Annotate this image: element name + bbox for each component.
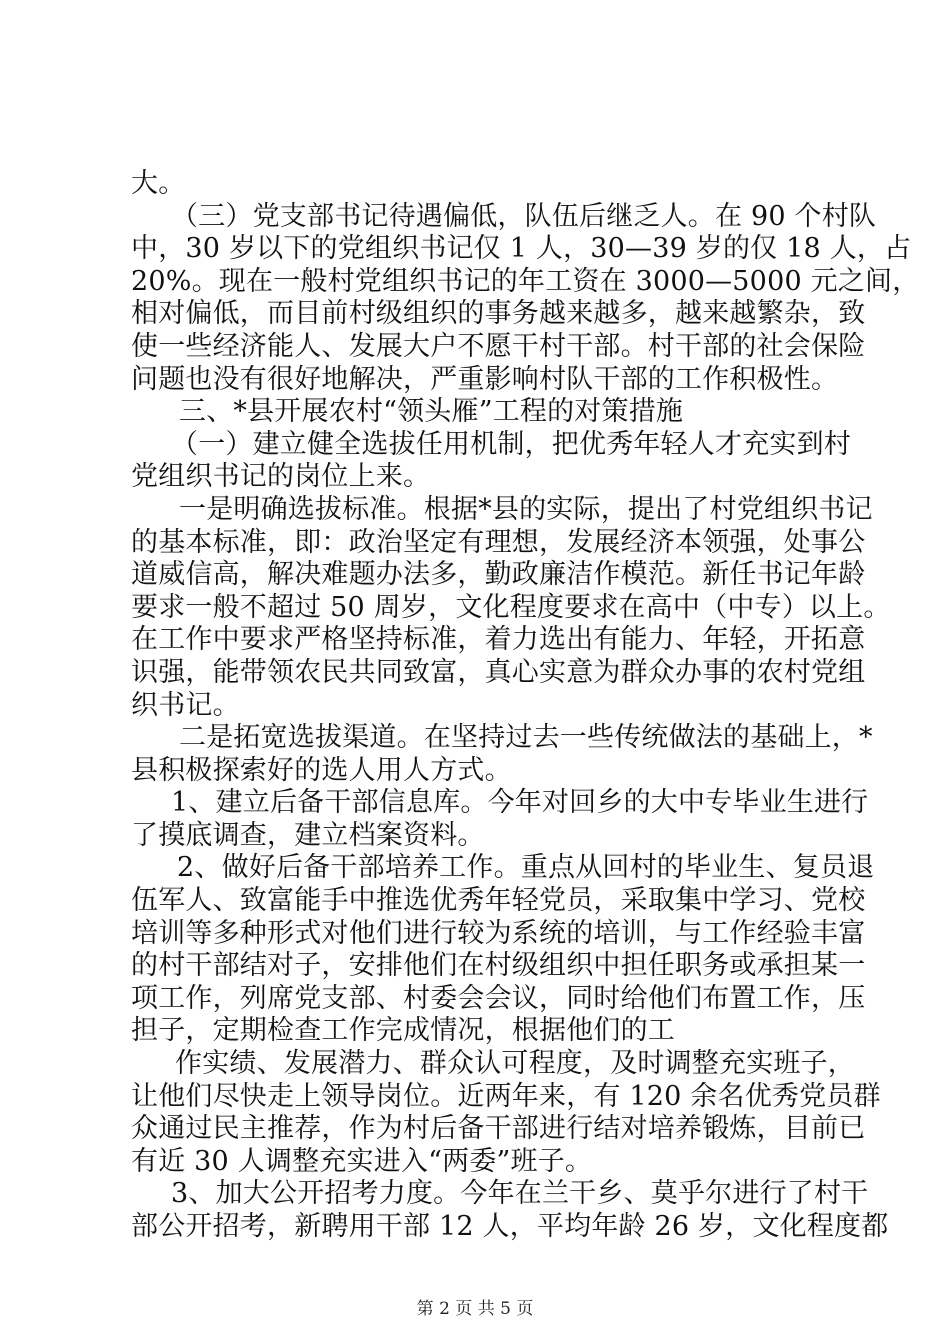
text-line: 三、*县开展农村“领头雁”工程的对策措施 xyxy=(179,396,684,428)
text-line: 织书记。 xyxy=(131,689,240,721)
text-line: 担子，定期检查工作完成情况，根据他们的工 xyxy=(131,1015,675,1047)
text-line: 问题也没有很好地解决，严重影响村队干部的工作积极性。 xyxy=(131,363,839,395)
text-line: （一）建立健全选拔任用机制，把优秀年轻人才充实到村 xyxy=(171,428,851,460)
text-line: 项工作，列席党支部、村委会会议，同时给他们布置工作，压 xyxy=(131,982,866,1014)
text-line: 大。 xyxy=(131,168,186,199)
text-line: 党组织书记的岗位上来。 xyxy=(131,461,431,493)
text-line: 二是拓宽选拔渠道。在坚持过去一些传统做法的基础上，* xyxy=(179,722,873,754)
document-body xyxy=(131,168,920,1244)
text-line: 众通过民主推荐，作为村后备干部进行结对培养锻炼，目前已 xyxy=(131,1113,866,1145)
text-line: 中，30 岁以下的党组织书记仅 1 人，30—39 岁的仅 18 人，占 xyxy=(131,233,912,265)
text-line: 有近 30 人调整充实进入“两委”班子。 xyxy=(131,1145,593,1177)
text-line: 县积极探索好的选人用人方式。 xyxy=(131,754,512,786)
text-line: 伍军人、致富能手中推选优秀年轻党员，采取集中学习、党校 xyxy=(131,885,866,917)
text-line: 3、加大公开招考力度。今年在兰干乡、莫乎尔进行了村干 xyxy=(171,1178,869,1210)
text-line: 的村干部结对子，安排他们在村级组织中担任职务或承担某一 xyxy=(131,950,866,982)
text-line: 2、做好后备干部培养工作。重点从回村的毕业生、复员退 xyxy=(177,852,875,884)
text-line: 道威信高，解决难题办法多，勤政廉洁作模范。新任书记年龄 xyxy=(131,559,866,591)
text-line: 相对偏低，而目前村级组织的事务越来越多，越来越繁杂，致 xyxy=(131,298,866,330)
text-line: 使一些经济能人、发展大户不愿干村干部。村干部的社会保险 xyxy=(131,330,866,362)
text-line: 20%。现在一般村党组织书记的年工资在 3000—5000 元之间， xyxy=(131,265,920,297)
text-line: 了摸底调查，建立档案资料。 xyxy=(131,819,485,851)
page-footer: 第 2 页 共 5 页 xyxy=(416,1299,534,1319)
text-line: （三）党支部书记待遇偏低，队伍后继乏人。在 90 个村队 xyxy=(171,200,877,232)
text-line: 要求一般不超过 50 周岁，文化程度要求在高中（中专）以上。 xyxy=(131,591,891,623)
text-line: 一是明确选拔标准。根据*县的实际，提出了村党组织书记 xyxy=(179,493,873,525)
text-line: 的基本标准，即：政治坚定有理想，发展经济本领强，处事公 xyxy=(131,526,866,558)
text-line: 1、建立后备干部信息库。今年对回乡的大中专毕业生进行 xyxy=(171,787,869,819)
text-line: 作实绩、发展潜力、群众认可程度，及时调整充实班子， xyxy=(175,1048,855,1080)
text-line: 在工作中要求严格坚持标准，着力选出有能力、年轻，开拓意 xyxy=(131,624,866,656)
text-line: 部公开招考，新聘用干部 12 人，平均年龄 26 岁，文化程度都 xyxy=(131,1211,889,1242)
text-line: 识强，能带领农民共同致富，真心实意为群众办事的农村党组 xyxy=(131,656,866,688)
text-line: 培训等多种形式对他们进行较为系统的培训，与工作经验丰富 xyxy=(131,917,866,949)
text-line: 让他们尽快走上领导岗位。近两年来，有 120 余名优秀党员群 xyxy=(131,1080,881,1112)
